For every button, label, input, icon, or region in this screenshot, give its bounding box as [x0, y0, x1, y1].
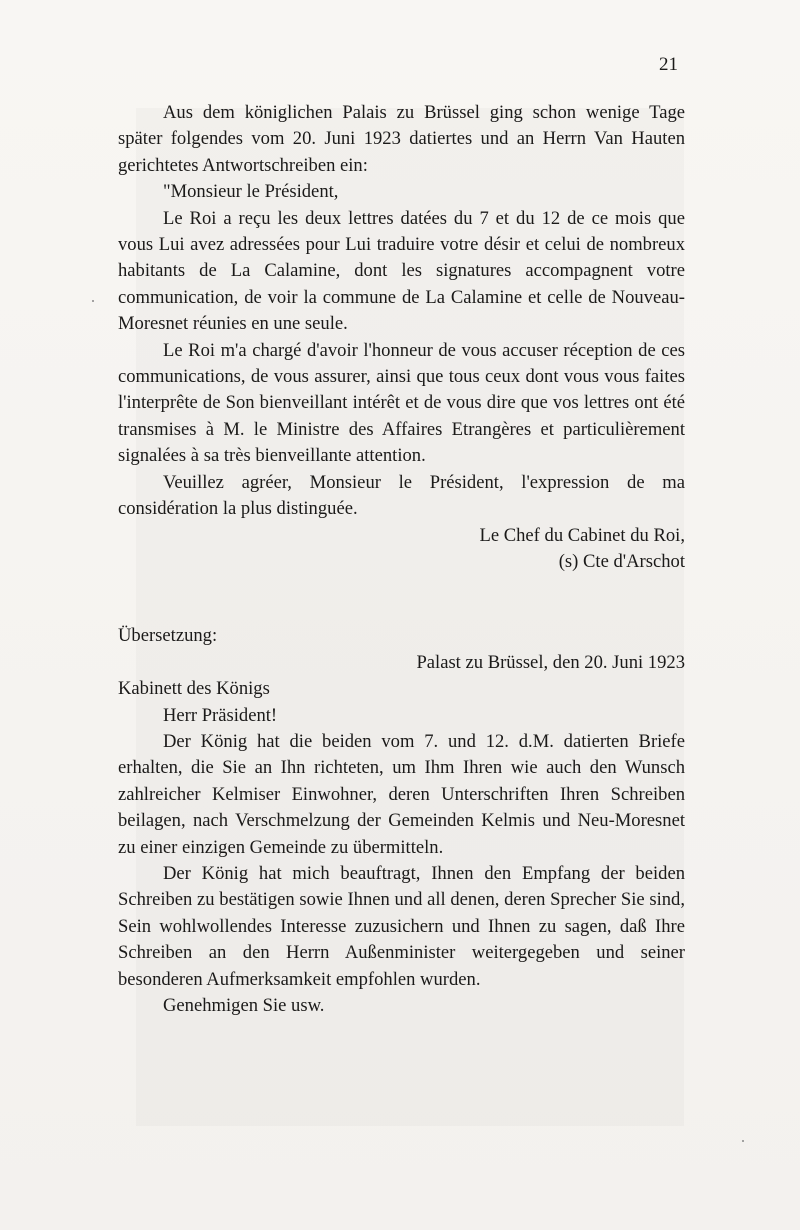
- french-paragraph-2: Le Roi m'a chargé d'avoir l'honneur de vous accuser réception de ces communications, de vous assurer, ainsi que tous ceux dont vous vous faites l'interprête de Son bienveillant intérêt et de vous dire que vos lettres ont été transmises à M. le Ministre des Affaires Etrangères et particulièrement signalées à sa très bienveillante attention.: [118, 339, 685, 467]
- margin-speck: [742, 1140, 744, 1142]
- translation-office: Kabinett des Königs: [118, 678, 270, 700]
- translation-paragraph-1: Der König hat die beiden vom 7. und 12. d.M. datierten Briefe erhalten, die Sie an Ihn richteten, um Ihm Ihren wie auch den Wunsch zahlreicher Kelmiser Einwohner, deren Unterschriften Ihren Schreiben beilagen, nach Verschmelzung der Gemeinden Kelmis und Neu-Moresnet zu einer einzigen Gemeinde zu übermitteln.: [118, 730, 685, 858]
- french-paragraph-3: Veuillez agréer, Monsieur le Président, l'expression de ma considération la plus distinguée.: [118, 471, 685, 520]
- body-text: [118, 100, 685, 1019]
- translation-salutation: Herr Präsident!: [163, 704, 278, 726]
- translation-closing: Genehmigen Sie usw.: [163, 995, 325, 1016]
- translation-heading: Übersetzung:: [118, 625, 218, 647]
- section-gap: [118, 575, 685, 623]
- french-salutation: "Monsieur le Président,: [163, 181, 339, 203]
- intro-paragraph: Aus dem königlichen Palais zu Brüssel ging schon wenige Tage später folgendes vom 20. Juni 1923 datiertes und an Herrn Van Hauten gerichtetes Antwortschreiben ein:: [118, 102, 685, 176]
- french-paragraph-1: Le Roi a reçu les deux lettres datées du 7 et du 12 de ce mois que vous Lui avez adressées pour Lui traduire votre désir et celui de nombreux habitants de La Calamine, dont les signatures accompagnent votre communication, de voir la commune de La Calamine et celle de Nouveau-Moresnet réunies en une seule.: [118, 207, 685, 335]
- translation-paragraph-2: Der König hat mich beauftragt, Ihnen den Empfang der beiden Schreiben zu bestätigen sowie Ihnen und all denen, deren Sprecher Sie sind, Sein wohlwollendes Interesse zuzusichern und Ihnen zu sagen, daß Ihre Schreiben an den Herrn Außenminister weitergegeben und seiner besonderen Aufmerksamkeit empfohlen wurden.: [118, 862, 685, 990]
- margin-speck: [92, 300, 94, 302]
- translation-place-date: Palast zu Brüssel, den 20. Juni 1923: [416, 651, 685, 673]
- page-number: 21: [659, 54, 678, 75]
- french-signature-name: (s) Cte d'Arschot: [558, 550, 685, 572]
- french-signature-title: Le Chef du Cabinet du Roi,: [479, 524, 685, 546]
